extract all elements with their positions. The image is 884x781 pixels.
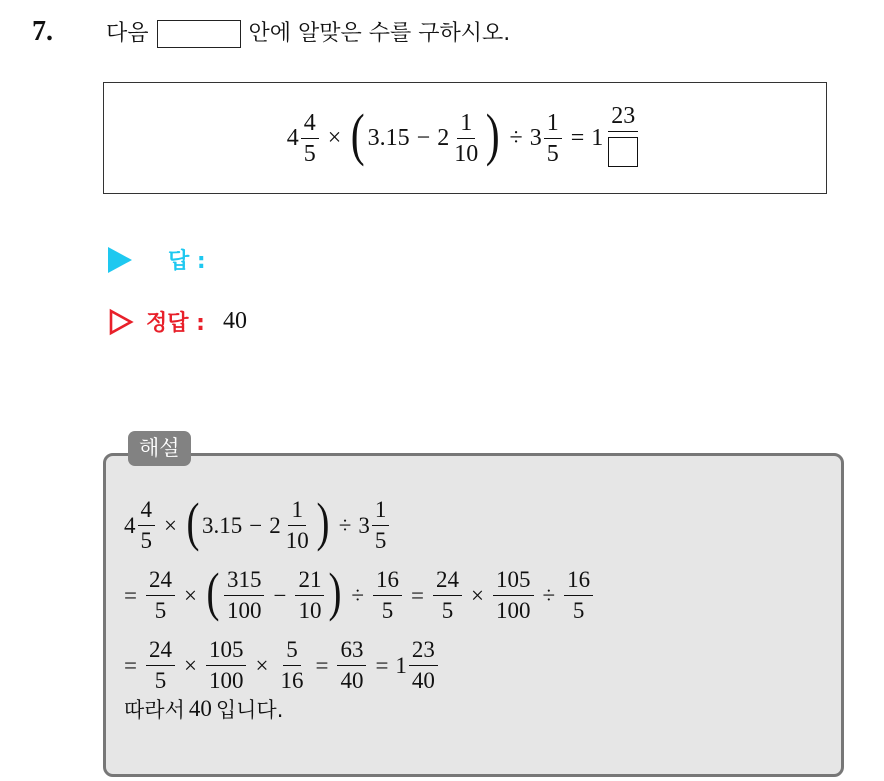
denominator: 100 <box>496 597 531 623</box>
question-number: 7. <box>32 16 53 47</box>
explanation-line-3 <box>124 630 595 700</box>
denominator: 5 <box>154 667 167 693</box>
denominator: 5 <box>546 140 559 167</box>
result-fraction <box>605 103 641 173</box>
fraction <box>146 637 175 694</box>
mixed-whole: 3 <box>529 125 542 151</box>
numerator: 105 <box>206 637 247 666</box>
times-operator: × <box>255 652 269 678</box>
explanation-line-1 <box>124 490 595 560</box>
fraction <box>373 567 402 624</box>
answer-blank-box <box>157 20 241 48</box>
times-operator: × <box>164 512 177 538</box>
minus-operator: − <box>249 512 263 538</box>
denominator: 10 <box>454 140 479 167</box>
numerator: 63 <box>337 637 366 666</box>
fraction <box>564 567 593 624</box>
result-whole: 1 <box>591 125 604 151</box>
numerator: 315 <box>224 567 265 596</box>
fraction <box>283 497 312 554</box>
denominator: 5 <box>303 140 316 167</box>
conclusion-value: 40 <box>188 696 212 721</box>
fraction <box>544 110 562 167</box>
numerator: 24 <box>433 567 462 596</box>
denominator: 5 <box>381 597 394 623</box>
correct-answer-row <box>108 306 247 337</box>
right-paren: ) <box>485 102 500 167</box>
fraction <box>337 637 366 694</box>
minus-operator: − <box>273 582 287 608</box>
explanation-conclusion <box>124 694 595 724</box>
denominator: 5 <box>140 527 152 553</box>
times-operator: × <box>183 652 197 678</box>
left-paren: ( <box>206 562 220 622</box>
explanation-content <box>124 490 595 724</box>
result-denominator <box>605 132 641 173</box>
numerator: 105 <box>493 567 534 596</box>
equals-operator: = <box>315 652 329 678</box>
fraction <box>301 110 319 167</box>
denominator: 40 <box>411 667 435 693</box>
divide-operator: ÷ <box>338 512 352 538</box>
fraction <box>138 497 156 554</box>
denominator: 5 <box>154 597 167 623</box>
answer-label: 답 : <box>168 249 206 274</box>
denominator: 100 <box>226 597 262 623</box>
result-numerator: 23 <box>608 103 638 132</box>
mixed-whole: 2 <box>437 125 450 151</box>
denominator: 16 <box>280 667 304 693</box>
fraction <box>493 567 534 624</box>
equals-operator: = <box>124 652 137 678</box>
numerator: 16 <box>564 567 593 596</box>
question-text-after: 안에 알맞은 수를 구하시오. <box>248 21 511 46</box>
question-text-before: 다음 <box>106 21 149 46</box>
question-text <box>106 16 510 52</box>
fraction <box>372 497 390 554</box>
numerator: 4 <box>138 497 156 526</box>
fraction <box>295 567 324 624</box>
equals-operator: = <box>375 652 389 678</box>
divide-operator: ÷ <box>351 582 365 608</box>
conclusion-suffix: 입니다. <box>215 698 284 722</box>
numerator: 1 <box>544 110 562 139</box>
divide-operator: ÷ <box>509 125 523 151</box>
mixed-whole: 1 <box>395 652 407 678</box>
numerator: 5 <box>283 637 301 666</box>
correct-answer-label: 정답 : <box>146 311 205 336</box>
numerator: 16 <box>373 567 402 596</box>
right-paren: ) <box>316 492 330 552</box>
mixed-whole: 4 <box>124 512 136 538</box>
numerator: 1 <box>457 110 475 139</box>
left-paren: ( <box>186 492 200 552</box>
answer-row <box>108 244 206 275</box>
explanation-line-2 <box>124 560 595 630</box>
play-filled-icon <box>108 247 132 273</box>
fraction <box>409 637 438 694</box>
denominator: 10 <box>285 527 309 553</box>
decimal-value: 3.15 <box>201 512 243 538</box>
denominator: 100 <box>208 667 244 693</box>
equals-operator: = <box>411 582 425 608</box>
play-outline-icon <box>108 308 134 336</box>
fraction <box>277 637 306 694</box>
mixed-whole: 3 <box>358 512 370 538</box>
fraction <box>206 637 247 694</box>
fraction <box>451 110 481 167</box>
numerator: 24 <box>146 567 175 596</box>
denominator: 5 <box>374 527 387 553</box>
divide-operator: ÷ <box>542 582 556 608</box>
explanation-tag: 해설 <box>128 431 191 466</box>
equals-operator: = <box>570 125 585 151</box>
mixed-whole: 4 <box>286 125 299 151</box>
fraction <box>224 567 265 624</box>
problem-equation <box>287 103 643 173</box>
denominator: 5 <box>441 597 454 623</box>
times-operator: × <box>471 582 485 608</box>
problem-box <box>103 82 827 194</box>
times-operator: × <box>327 125 342 151</box>
decimal-value: 3.15 <box>367 125 410 151</box>
numerator: 1 <box>372 497 390 526</box>
right-paren: ) <box>328 562 342 622</box>
fraction <box>433 567 462 624</box>
blank-denominator-box <box>608 137 638 167</box>
denominator: 10 <box>298 597 322 623</box>
denominator: 5 <box>572 597 585 623</box>
times-operator: × <box>183 582 197 608</box>
numerator: 24 <box>146 637 175 666</box>
numerator: 4 <box>301 110 319 139</box>
mixed-whole: 2 <box>269 512 281 538</box>
denominator: 40 <box>340 667 364 693</box>
left-paren: ( <box>351 102 365 167</box>
fraction <box>146 567 175 624</box>
correct-answer-value: 40 <box>222 308 247 334</box>
equals-operator: = <box>124 582 137 608</box>
numerator: 21 <box>295 567 324 596</box>
numerator: 1 <box>288 497 306 526</box>
numerator: 23 <box>409 637 438 666</box>
conclusion-prefix: 따라서 <box>124 698 185 722</box>
minus-operator: − <box>416 125 431 151</box>
